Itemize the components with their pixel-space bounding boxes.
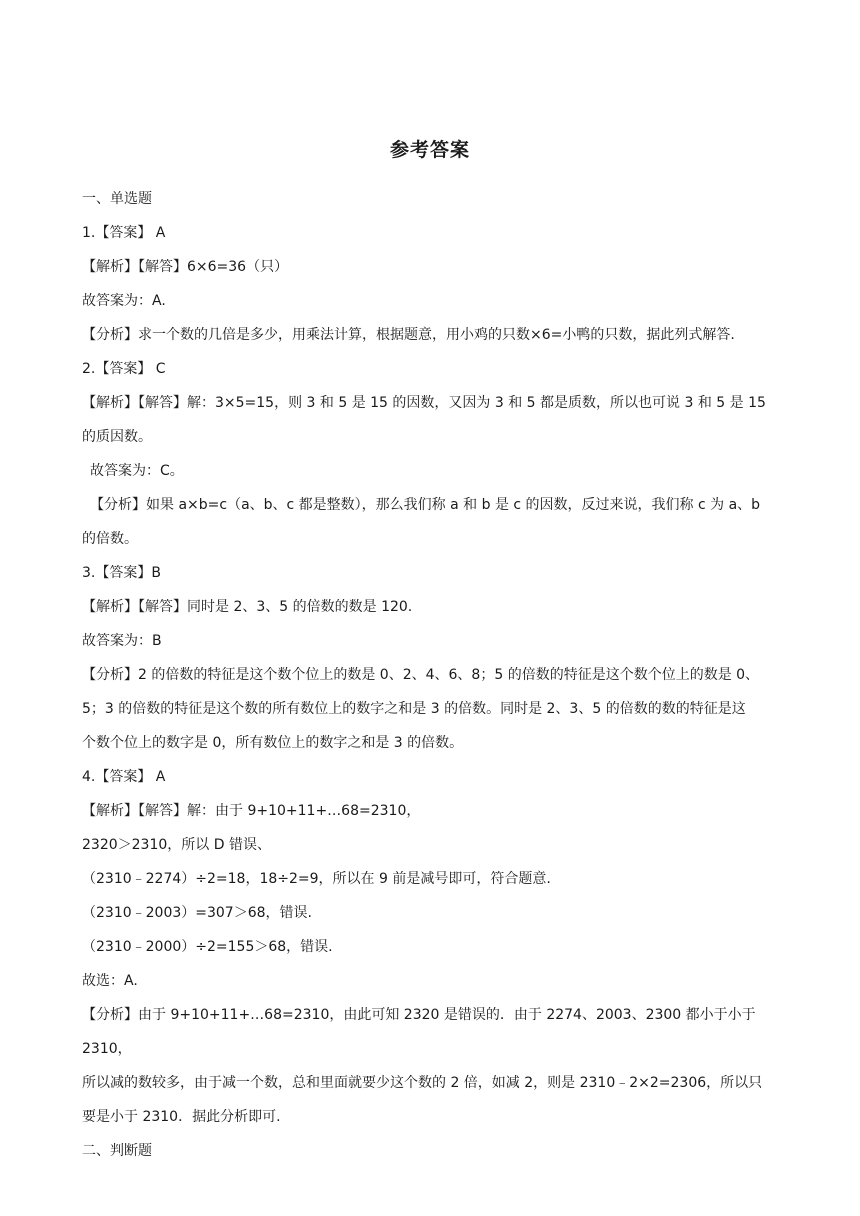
explanation-line: 【解析】【解答】解：由于 9+10+11+…68=2310， (82, 803, 421, 819)
explanation-line: 【解析】【解答】解：3×5=15，则 3 和 5 是 15 的因数，又因为 3 和 5 都是质数，所以也可说 3 和 5 是 15 (82, 395, 766, 411)
conclusion-line: 故选：A. (82, 973, 138, 989)
analysis-line: 【分析】由于 9+10+11+…68=2310，由此可知 2320 是错误的．由于 2274、2003、2300 都小于小于 2310， (82, 1007, 756, 1057)
explanation-line: 2320＞2310，所以 D 错误、 (82, 837, 271, 853)
conclusion-line: 故答案为：B (82, 633, 162, 649)
explanation-line: （2310﹣2000）÷2=155＞68，错误. (82, 939, 333, 955)
analysis-line: 所以减的数较多，由于减一个数，总和里面就要少这个数的 2 倍，如减 2，则是 2310﹣2×2=2306，所以只 (82, 1075, 763, 1091)
analysis-line: 【分析】如果 a×b=c（a、b、c 都是整数），那么我们称 a 和 b 是 c 的因数，反过来说，我们称 c 为 a、b (90, 497, 761, 513)
analysis-line: 个数个位上的数字是 0，所有数位上的数字之和是 3 的倍数。 (82, 735, 464, 751)
conclusion-line: 故答案为：A. (82, 293, 166, 309)
analysis-line: 要是小于 2310．据此分析即可. (82, 1109, 281, 1125)
explanation-line: 【解析】【解答】6×6=36（只） (82, 259, 289, 275)
section-heading-single-choice: 一、单选题 (82, 191, 152, 207)
answer-line: 1.【答案】 A (82, 225, 166, 241)
explanation-line: 【解析】【解答】同时是 2、3、5 的倍数的数是 120. (82, 599, 413, 615)
explanation-line: （2310﹣2274）÷2=18，18÷2=9，所以在 9 前是减号即可，符合题意. (82, 871, 551, 887)
conclusion-line: 故答案为：C。 (90, 463, 184, 479)
analysis-line: 5；3 的倍数的特征是这个数的所有数位上的数字之和是 3 的倍数。同时是 2、3、5 的倍数的数的特征是这 (82, 701, 746, 717)
page-title: 参考答案 (389, 139, 470, 161)
answer-content (82, 182, 782, 1168)
answer-line: 3.【答案】B (82, 565, 161, 581)
explanation-line: 的质因数。 (82, 429, 152, 445)
explanation-line: （2310﹣2003）=307＞68，错误. (82, 905, 312, 921)
analysis-line: 【分析】2 的倍数的特征是这个数个位上的数是 0、2、4、6、8；5 的倍数的特征是这个数个位上的数是 0、 (82, 667, 760, 683)
section-heading-true-false: 二、判断题 (82, 1143, 152, 1159)
analysis-line: 的倍数。 (82, 531, 138, 547)
answer-line: 2.【答案】 C (82, 361, 166, 377)
answer-line: 4.【答案】 A (82, 769, 166, 785)
analysis-line: 【分析】求一个数的几倍是多少，用乘法计算，根据题意，用小鸡的只数×6=小鸭的只数，据此列式解答. (82, 327, 735, 343)
